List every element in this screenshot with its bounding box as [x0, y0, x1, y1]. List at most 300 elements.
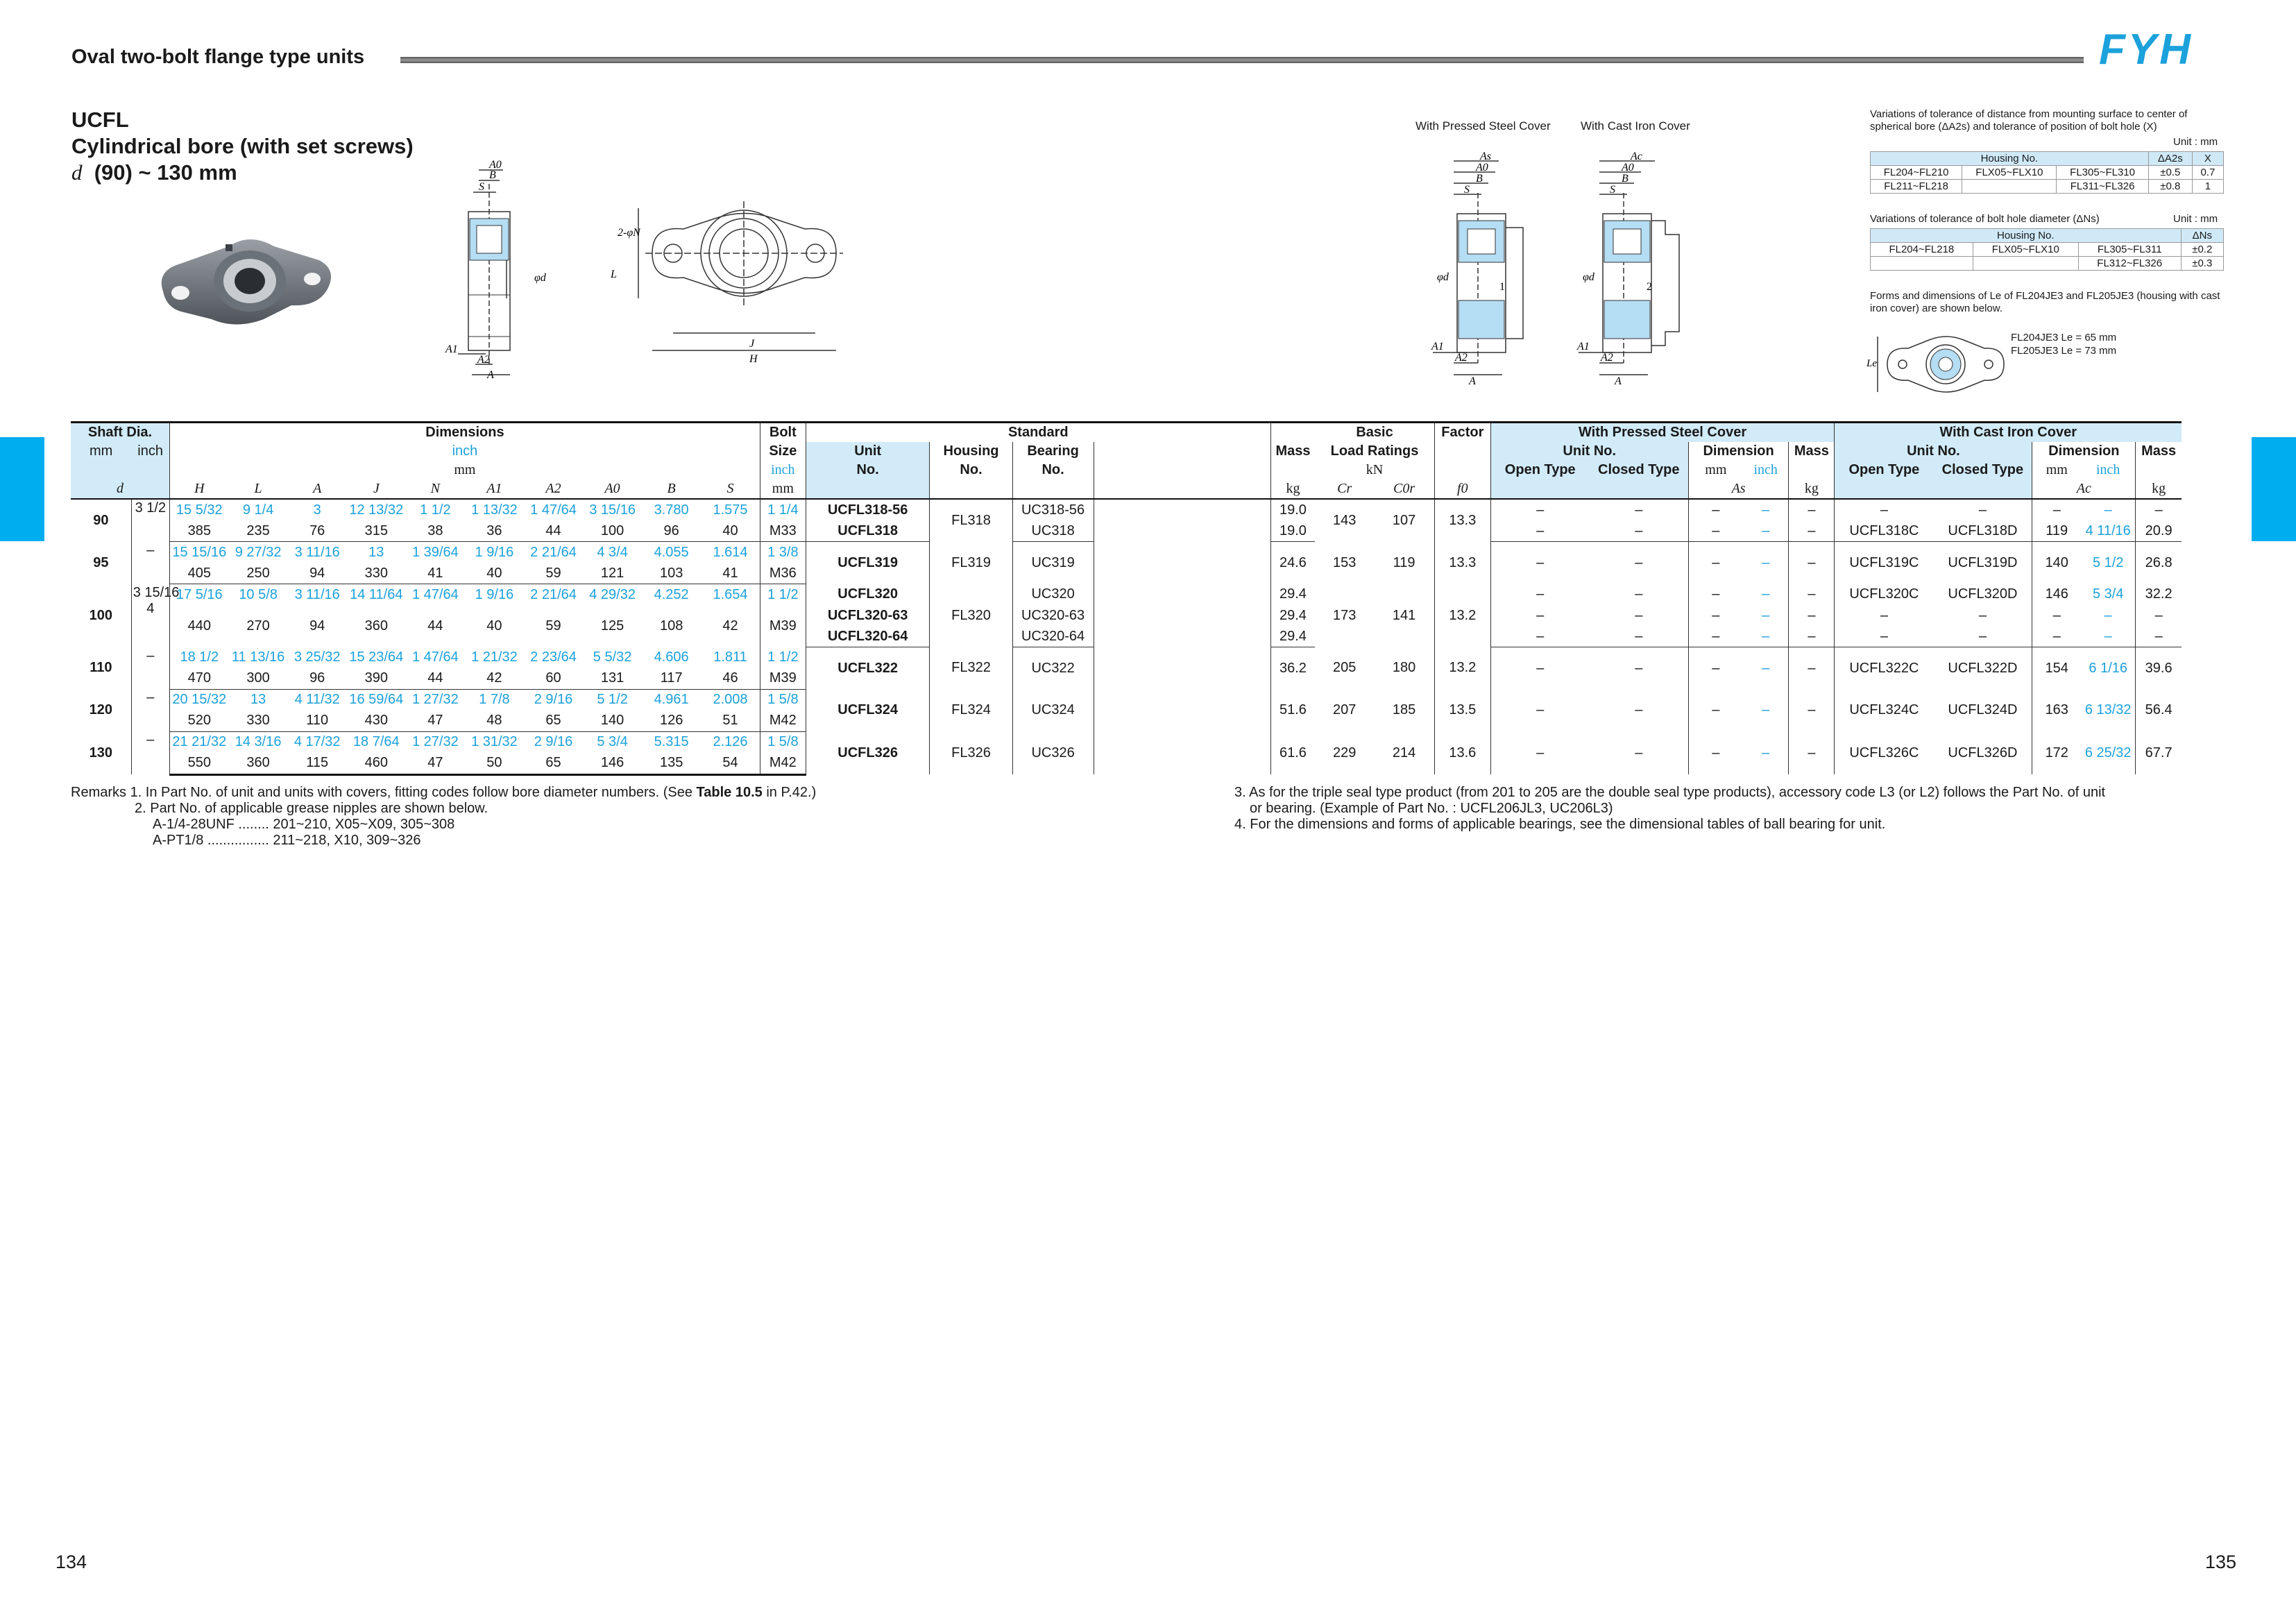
table-cell: – — [1789, 605, 1835, 626]
h-sym-A2: A2 — [524, 479, 583, 499]
table-cell: 76 — [288, 520, 347, 542]
table-cell: – — [1789, 689, 1835, 731]
h-pressed-steel: With Pressed Steel Cover — [1490, 423, 1835, 443]
tol2-h-housing: Housing No. — [1871, 229, 2182, 243]
h-kn: kN — [1366, 462, 1384, 477]
table-cell: 60 — [524, 668, 583, 690]
table-cell: – — [1688, 542, 1743, 584]
table-cell: 15 15/16 — [170, 542, 229, 563]
table-cell: – — [1490, 647, 1590, 690]
table-cell: 54 — [701, 753, 760, 775]
table-cell: 1 3/8 — [760, 542, 806, 563]
table-cell — [131, 731, 169, 774]
table-cell: 1 9/16 — [475, 586, 514, 602]
label-A2: A2 — [1601, 352, 1613, 364]
tolerance1-title: Variations of tolerance of distance from mounting surface to center of spherical bore (ΔA2s) and tolerance of position of bolt hole (X) — [1870, 108, 2188, 133]
table-cell: 4.055 — [654, 544, 689, 560]
table-cell: 360 — [229, 753, 288, 775]
table-cell: 100 — [89, 607, 113, 623]
label-S: S — [1464, 184, 1470, 196]
table-cell: 330 — [347, 563, 406, 584]
table-cell — [1094, 689, 1270, 731]
label-A0: A0 — [1622, 162, 1634, 173]
table-cell: 13.2 — [1434, 584, 1490, 647]
product-range: d (90) ~ 130 mm — [71, 160, 237, 185]
table-cell: 120 — [89, 702, 113, 717]
table-cell: UCFL324C — [1835, 689, 1934, 731]
table-cell: – — [1688, 731, 1743, 774]
label-1: 1 — [1499, 281, 1505, 293]
table-cell: 115 — [288, 753, 347, 775]
table-cell: 17 5/16 — [170, 584, 229, 606]
table-cell: 94 — [288, 563, 347, 584]
table-cell: UC322 — [1012, 647, 1094, 690]
h-sym-L: L — [229, 479, 288, 499]
label-As: As — [1480, 151, 1491, 162]
label-A2: A2 — [1455, 352, 1468, 364]
table-cell: UC324 — [1012, 689, 1094, 731]
table-cell: – — [1789, 647, 1835, 690]
table-cell: 107 — [1392, 512, 1416, 528]
table-cell — [1094, 499, 1270, 542]
table-cell: – — [2136, 626, 2182, 647]
table-cell: FL319 — [930, 542, 1012, 584]
cast-iron-drawing — [1572, 151, 1690, 387]
table-cell: – — [1762, 660, 1770, 676]
shaft-inch: 4 — [146, 600, 155, 616]
table-cell: UCFL324D — [1948, 702, 2018, 717]
table-cell: 470 — [170, 668, 229, 690]
h-sym-Ac: Ac — [2032, 479, 2136, 499]
table-cell: 65 — [524, 711, 583, 732]
table-cell: – — [1688, 605, 1743, 626]
table-cell — [1094, 647, 1270, 690]
label-A: A — [487, 369, 494, 381]
table-cell: 1 39/64 — [411, 544, 459, 560]
tolerance2-table — [1870, 228, 2224, 271]
table-cell: 1 9/16 — [475, 544, 514, 560]
cell: FL305~FL310 — [2057, 166, 2148, 180]
table-cell: 1.811 — [713, 649, 747, 665]
table-cell: 385 — [170, 520, 229, 542]
table-cell: 40 — [701, 520, 760, 542]
table-cell: 12 13/32 — [349, 502, 404, 518]
table-cell: 1 27/32 — [411, 734, 459, 749]
table-cell: – — [1635, 607, 1643, 623]
h-sym-S: S — [701, 479, 760, 499]
table-cell: 3 — [313, 502, 321, 518]
tolerance2-unit: Unit : mm — [2173, 213, 2218, 225]
table-cell: 39.6 — [2136, 647, 2182, 690]
table-cell: 9 27/32 — [235, 544, 282, 560]
table-cell: 5.315 — [654, 734, 689, 749]
page-number-right: 135 — [2205, 1552, 2237, 1572]
table-cell: UCFL320-64 — [806, 626, 930, 647]
table-cell: – — [1490, 689, 1590, 731]
table-cell: 460 — [347, 753, 406, 775]
h-shaft-inch: inch — [131, 442, 169, 461]
table-cell: – — [2136, 499, 2182, 520]
table-cell: – — [1789, 499, 1835, 520]
table-cell: UC318-56 — [1012, 499, 1094, 520]
table-cell: 2 23/64 — [530, 649, 577, 665]
table-cell: 1 47/64 — [411, 649, 459, 665]
table-cell: 6 1/16 — [2089, 660, 2127, 676]
table-cell: UCFL326D — [1948, 745, 2018, 760]
table-cell: – — [1762, 586, 1770, 602]
cell: 1 — [2192, 180, 2223, 194]
table-row — [71, 689, 2182, 711]
h-ps-dim: Dimension — [1688, 442, 1789, 461]
table-cell: – — [1490, 626, 1590, 647]
label-phid: φd — [1583, 271, 1595, 283]
h-ci-dim: Dimension — [2032, 442, 2136, 461]
remark-3a: 3. As for the triple seal type product (from 201 to 205 are the double seal type products), accessory code L3 (or L2) follows the Part No. of unit — [1234, 785, 2106, 800]
table-cell: – — [1490, 542, 1590, 584]
table-cell: 1 47/64 — [411, 586, 459, 602]
table-cell: 3 11/16 — [294, 586, 340, 602]
table-cell: 172 — [2032, 731, 2081, 774]
remark-4: 4. For the dimensions and forms of applicable bearings, see the dimensional tables of ball bearing for unit. — [1234, 817, 1886, 832]
cell — [1973, 257, 2078, 271]
remark-2b: A-PT1/8 ................ 211~218, X10, 309~326 — [153, 833, 421, 848]
tolerance2-title: Variations of tolerance of bolt hole diameter (ΔNs) — [1870, 213, 2100, 225]
shaft-inch: 3 15/16 — [133, 584, 180, 600]
table-cell: – — [1789, 626, 1835, 647]
shaft-inch: – — [146, 732, 155, 747]
table-cell: 24.6 — [1270, 542, 1315, 584]
table-cell: 6 25/32 — [2084, 745, 2132, 760]
cell — [1962, 180, 2057, 194]
table-cell: – — [1835, 499, 1934, 520]
table-cell: 44 — [427, 618, 443, 634]
table-cell: 36.2 — [1270, 647, 1315, 690]
label-A: A — [1469, 375, 1476, 387]
table-cell: 44 — [406, 668, 465, 690]
table-cell: 1 5/8 — [760, 731, 806, 753]
label-L: L — [611, 269, 617, 280]
label-H: H — [749, 353, 758, 365]
tolerance1-table — [1870, 151, 2224, 194]
table-cell: 90 — [93, 512, 109, 528]
cell: 0.7 — [2192, 166, 2223, 180]
table-cell: 5 1/2 — [597, 692, 628, 707]
label-2phiN: 2-φN — [618, 227, 640, 239]
cell: FL204~FL218 — [1871, 243, 1973, 257]
cell: FL211~FL218 — [1871, 180, 1962, 194]
table-cell: – — [1688, 626, 1743, 647]
h-standard: Standard — [806, 423, 1270, 443]
table-cell: 44 — [524, 520, 583, 542]
table-cell: 1 1/2 — [420, 502, 451, 518]
table-cell: – — [1635, 702, 1643, 717]
je3-line1: FL204JE3 Le = 65 mm — [2011, 332, 2117, 343]
table-cell: 13.2 — [1434, 647, 1490, 690]
h-sym-N: N — [406, 479, 465, 499]
h-ps-inch: inch — [1753, 462, 1778, 477]
table-cell: 1.654 — [713, 586, 748, 602]
table-cell: 4 11/32 — [294, 692, 340, 707]
table-cell: 4 29/32 — [589, 586, 636, 602]
je3-line2: FL205JE3 Le = 73 mm — [2011, 345, 2117, 357]
table-cell: 15 23/64 — [349, 649, 404, 665]
table-cell: 40 — [465, 563, 524, 584]
h-shaft-mm: mm — [71, 442, 131, 461]
cell: FLX05~FLX10 — [1962, 166, 2057, 180]
h-load: Load Ratings — [1330, 443, 1419, 459]
table-cell: 214 — [1392, 745, 1416, 760]
table-cell: 56.4 — [2136, 689, 2182, 731]
table-cell: UCFL319C — [1835, 542, 1934, 584]
table-cell: 250 — [229, 563, 288, 584]
table-row — [71, 499, 2182, 520]
product-description: Cylindrical bore (with set screws) — [71, 134, 414, 158]
table-cell — [131, 584, 180, 647]
table-cell: – — [1688, 584, 1743, 606]
table-cell: UCFL322D — [1948, 660, 2018, 676]
table-cell: 1 1/2 — [760, 584, 806, 606]
cell: FL305~FL311 — [2078, 243, 2181, 257]
label-B: B — [489, 169, 496, 181]
table-cell — [131, 689, 169, 731]
label-A: A — [1615, 375, 1622, 387]
table-cell: 4 17/32 — [294, 734, 341, 749]
table-cell — [1094, 584, 1270, 647]
table-cell: 1.614 — [713, 544, 748, 560]
table-cell: 47 — [406, 711, 465, 732]
table-cell: 13 — [368, 544, 384, 560]
side-tab-right — [2252, 437, 2296, 541]
table-cell: UCFL319 — [806, 542, 930, 584]
table-cell: 108 — [659, 618, 683, 634]
table-cell: 1 27/32 — [411, 692, 459, 707]
table-cell: 38 — [406, 520, 465, 542]
table-cell: 42 — [722, 618, 738, 634]
label-S: S — [1610, 184, 1615, 196]
cell: ±0.2 — [2181, 243, 2223, 257]
table-cell: – — [1743, 520, 1789, 542]
cell: FL311~FL326 — [2057, 180, 2148, 194]
h-sym-B: B — [642, 479, 701, 499]
table-cell: 110 — [288, 711, 347, 732]
table-cell: 1 5/8 — [760, 689, 806, 711]
shaft-inch: 3 1/2 — [135, 500, 167, 516]
table-cell: – — [1590, 626, 1689, 647]
cell: ±0.8 — [2148, 180, 2192, 194]
table-cell: UCFL320C — [1835, 584, 1934, 606]
table-cell: 2 9/16 — [534, 692, 573, 707]
table-cell: 205 — [1332, 660, 1357, 676]
label-A1: A1 — [1577, 341, 1590, 352]
table-cell: 5 1/2 — [2092, 554, 2124, 570]
table-cell: – — [1743, 626, 1789, 647]
table-row — [71, 731, 2182, 753]
table-cell: 41 — [406, 563, 465, 584]
h-ci-unitno: Unit No. — [1835, 442, 2032, 461]
table-cell: – — [1490, 499, 1590, 520]
label-phid: φd — [534, 272, 546, 284]
table-cell: 20 15/32 — [170, 689, 229, 711]
table-cell: UC320-63 — [1012, 605, 1094, 626]
table-cell: – — [2032, 499, 2081, 520]
table-cell: 6 13/32 — [2084, 702, 2132, 717]
table-cell: 125 — [600, 618, 624, 634]
h-ps-kg: kg — [1789, 479, 1835, 499]
cell: FLX05~FLX10 — [1973, 243, 2078, 257]
table-cell: – — [2104, 607, 2112, 623]
h-ci-mm: mm — [2032, 461, 2081, 479]
table-cell: M36 — [760, 563, 806, 584]
table-cell: 229 — [1332, 745, 1357, 760]
table-cell: 135 — [642, 753, 701, 775]
tol1-h-housing: Housing No. — [1871, 152, 2149, 166]
table-cell: – — [2136, 605, 2182, 626]
h-dimensions: Dimensions — [170, 423, 760, 443]
h-ci-open: Open Type — [1835, 461, 1934, 479]
table-cell: – — [1789, 731, 1835, 774]
table-cell: – — [2104, 502, 2112, 518]
table-cell: 51 — [701, 711, 760, 732]
table-cell: – — [1635, 554, 1643, 570]
h-size: Size — [760, 442, 806, 461]
table-cell: 550 — [170, 753, 229, 775]
table-cell: 19.0 — [1270, 520, 1315, 542]
table-cell: 46 — [701, 668, 760, 690]
table-cell: – — [1762, 745, 1770, 760]
table-cell: – — [1635, 586, 1643, 602]
table-cell: 1 7/8 — [479, 692, 510, 707]
table-cell: – — [2081, 626, 2136, 647]
table-cell: UCFL322 — [806, 647, 930, 690]
cell — [1871, 257, 1973, 271]
table-cell: 141 — [1392, 607, 1416, 623]
table-cell: 14 3/16 — [235, 734, 282, 749]
table-cell — [131, 542, 169, 584]
cell: FL204~FL210 — [1871, 166, 1962, 180]
page-number-left: 134 — [56, 1552, 87, 1572]
label-A0: A0 — [1476, 162, 1488, 173]
caption-cast-iron: With Cast Iron Cover — [1581, 119, 1690, 133]
side-tab-left — [0, 437, 44, 541]
table-cell: 140 — [583, 711, 642, 732]
table-cell: 4 11/16 — [2081, 520, 2136, 542]
table-cell: 5 3/4 — [597, 734, 628, 749]
table-cell: – — [1835, 605, 1934, 626]
table-cell: 96 — [288, 668, 347, 690]
table-cell: 29.4 — [1270, 626, 1315, 647]
h-ps-mm: mm — [1688, 461, 1743, 479]
table-cell: 143 — [1332, 512, 1357, 528]
table-cell — [1094, 542, 1270, 584]
tol2-h-ns: ΔNs — [2181, 229, 2223, 243]
table-cell: – — [1789, 542, 1835, 584]
shaft-inch: – — [146, 690, 155, 705]
table-cell: 41 — [701, 563, 760, 584]
section-title: Oval two-bolt flange type units — [71, 46, 365, 68]
label-A2: A2 — [477, 354, 490, 366]
table-cell: 103 — [642, 563, 701, 584]
table-cell: FL318 — [930, 499, 1012, 542]
h-housing: Housing — [930, 442, 1012, 461]
table-cell: – — [1635, 502, 1643, 518]
remark-1: Remarks 1. In Part No. of unit and units with covers, fitting codes follow bore diameter numbers. (See Table 10.5 in P.42.) — [71, 785, 817, 800]
label-A1: A1 — [445, 343, 458, 355]
table-cell: 2 21/64 — [530, 586, 577, 602]
table-cell: – — [1590, 520, 1689, 542]
h-sym-f0: f0 — [1434, 479, 1490, 499]
table-cell: 14 11/64 — [350, 586, 403, 602]
table-cell: – — [1688, 499, 1743, 520]
table-cell: 21 21/32 — [170, 731, 229, 753]
h-ps-mass: Mass — [1789, 442, 1835, 461]
table-cell: 300 — [229, 668, 288, 690]
label-phid: φd — [1437, 271, 1449, 283]
label-S: S — [479, 181, 484, 193]
h-size-inch: inch — [760, 461, 806, 479]
table-cell: UC319 — [1012, 542, 1094, 584]
h-basic: Basic — [1315, 423, 1434, 443]
title-rule — [400, 57, 2084, 63]
h-sym-As: As — [1688, 479, 1789, 499]
table-cell: 1 1/2 — [760, 647, 806, 668]
table-cell: 13.6 — [1434, 731, 1490, 774]
h-bolt: Bolt — [760, 423, 806, 443]
table-cell: 50 — [465, 753, 524, 775]
label-A1: A1 — [1431, 341, 1444, 352]
table-cell: UCFL319D — [1948, 554, 2018, 570]
table-cell: 2 21/64 — [530, 544, 577, 560]
h-ps-unitno: Unit No. — [1490, 442, 1688, 461]
table-cell: 110 — [90, 660, 112, 676]
table-cell: 48 — [465, 711, 524, 732]
table-cell: 18 1/2 — [170, 647, 229, 668]
table-cell: UCFL320-63 — [806, 605, 930, 626]
table-cell: – — [1490, 731, 1590, 774]
remarks-left — [71, 785, 816, 849]
table-cell: 13 — [250, 692, 266, 707]
table-cell — [131, 647, 169, 690]
h-ci-closed: Closed Type — [1933, 461, 2032, 479]
table-cell: 330 — [229, 711, 288, 732]
table-cell: 29.4 — [1270, 584, 1315, 606]
h-dims-inch: inch — [170, 442, 760, 461]
table-cell: 1.575 — [713, 502, 748, 518]
table-cell: – — [1762, 554, 1770, 570]
table-row — [1871, 257, 2224, 271]
label-B: B — [1622, 173, 1629, 185]
table-cell: 5 5/32 — [593, 649, 632, 665]
table-cell: FL324 — [930, 689, 1012, 731]
h-sym-H: H — [170, 479, 229, 499]
table-cell: 3.780 — [654, 502, 689, 518]
table-cell: 59 — [524, 563, 583, 584]
h-ps-closed: Closed Type — [1590, 461, 1689, 479]
product-photo — [153, 229, 340, 333]
caption-pressed-steel: With Pressed Steel Cover — [1415, 119, 1551, 133]
table-cell: M39 — [760, 605, 806, 647]
front-view-drawing — [604, 201, 881, 375]
h-ci-kg: kg — [2136, 479, 2182, 499]
table-cell: 119 — [2032, 520, 2081, 542]
table-cell: 4.252 — [654, 586, 689, 602]
table-cell: – — [1688, 647, 1743, 690]
table-cell: – — [1978, 607, 1987, 623]
table-cell: 13.3 — [1434, 499, 1490, 542]
table-cell: 154 — [2032, 647, 2081, 690]
table-cell: UCFL318C — [1835, 520, 1934, 542]
table-cell: 1 21/32 — [471, 649, 518, 665]
product-title-block — [71, 107, 414, 186]
